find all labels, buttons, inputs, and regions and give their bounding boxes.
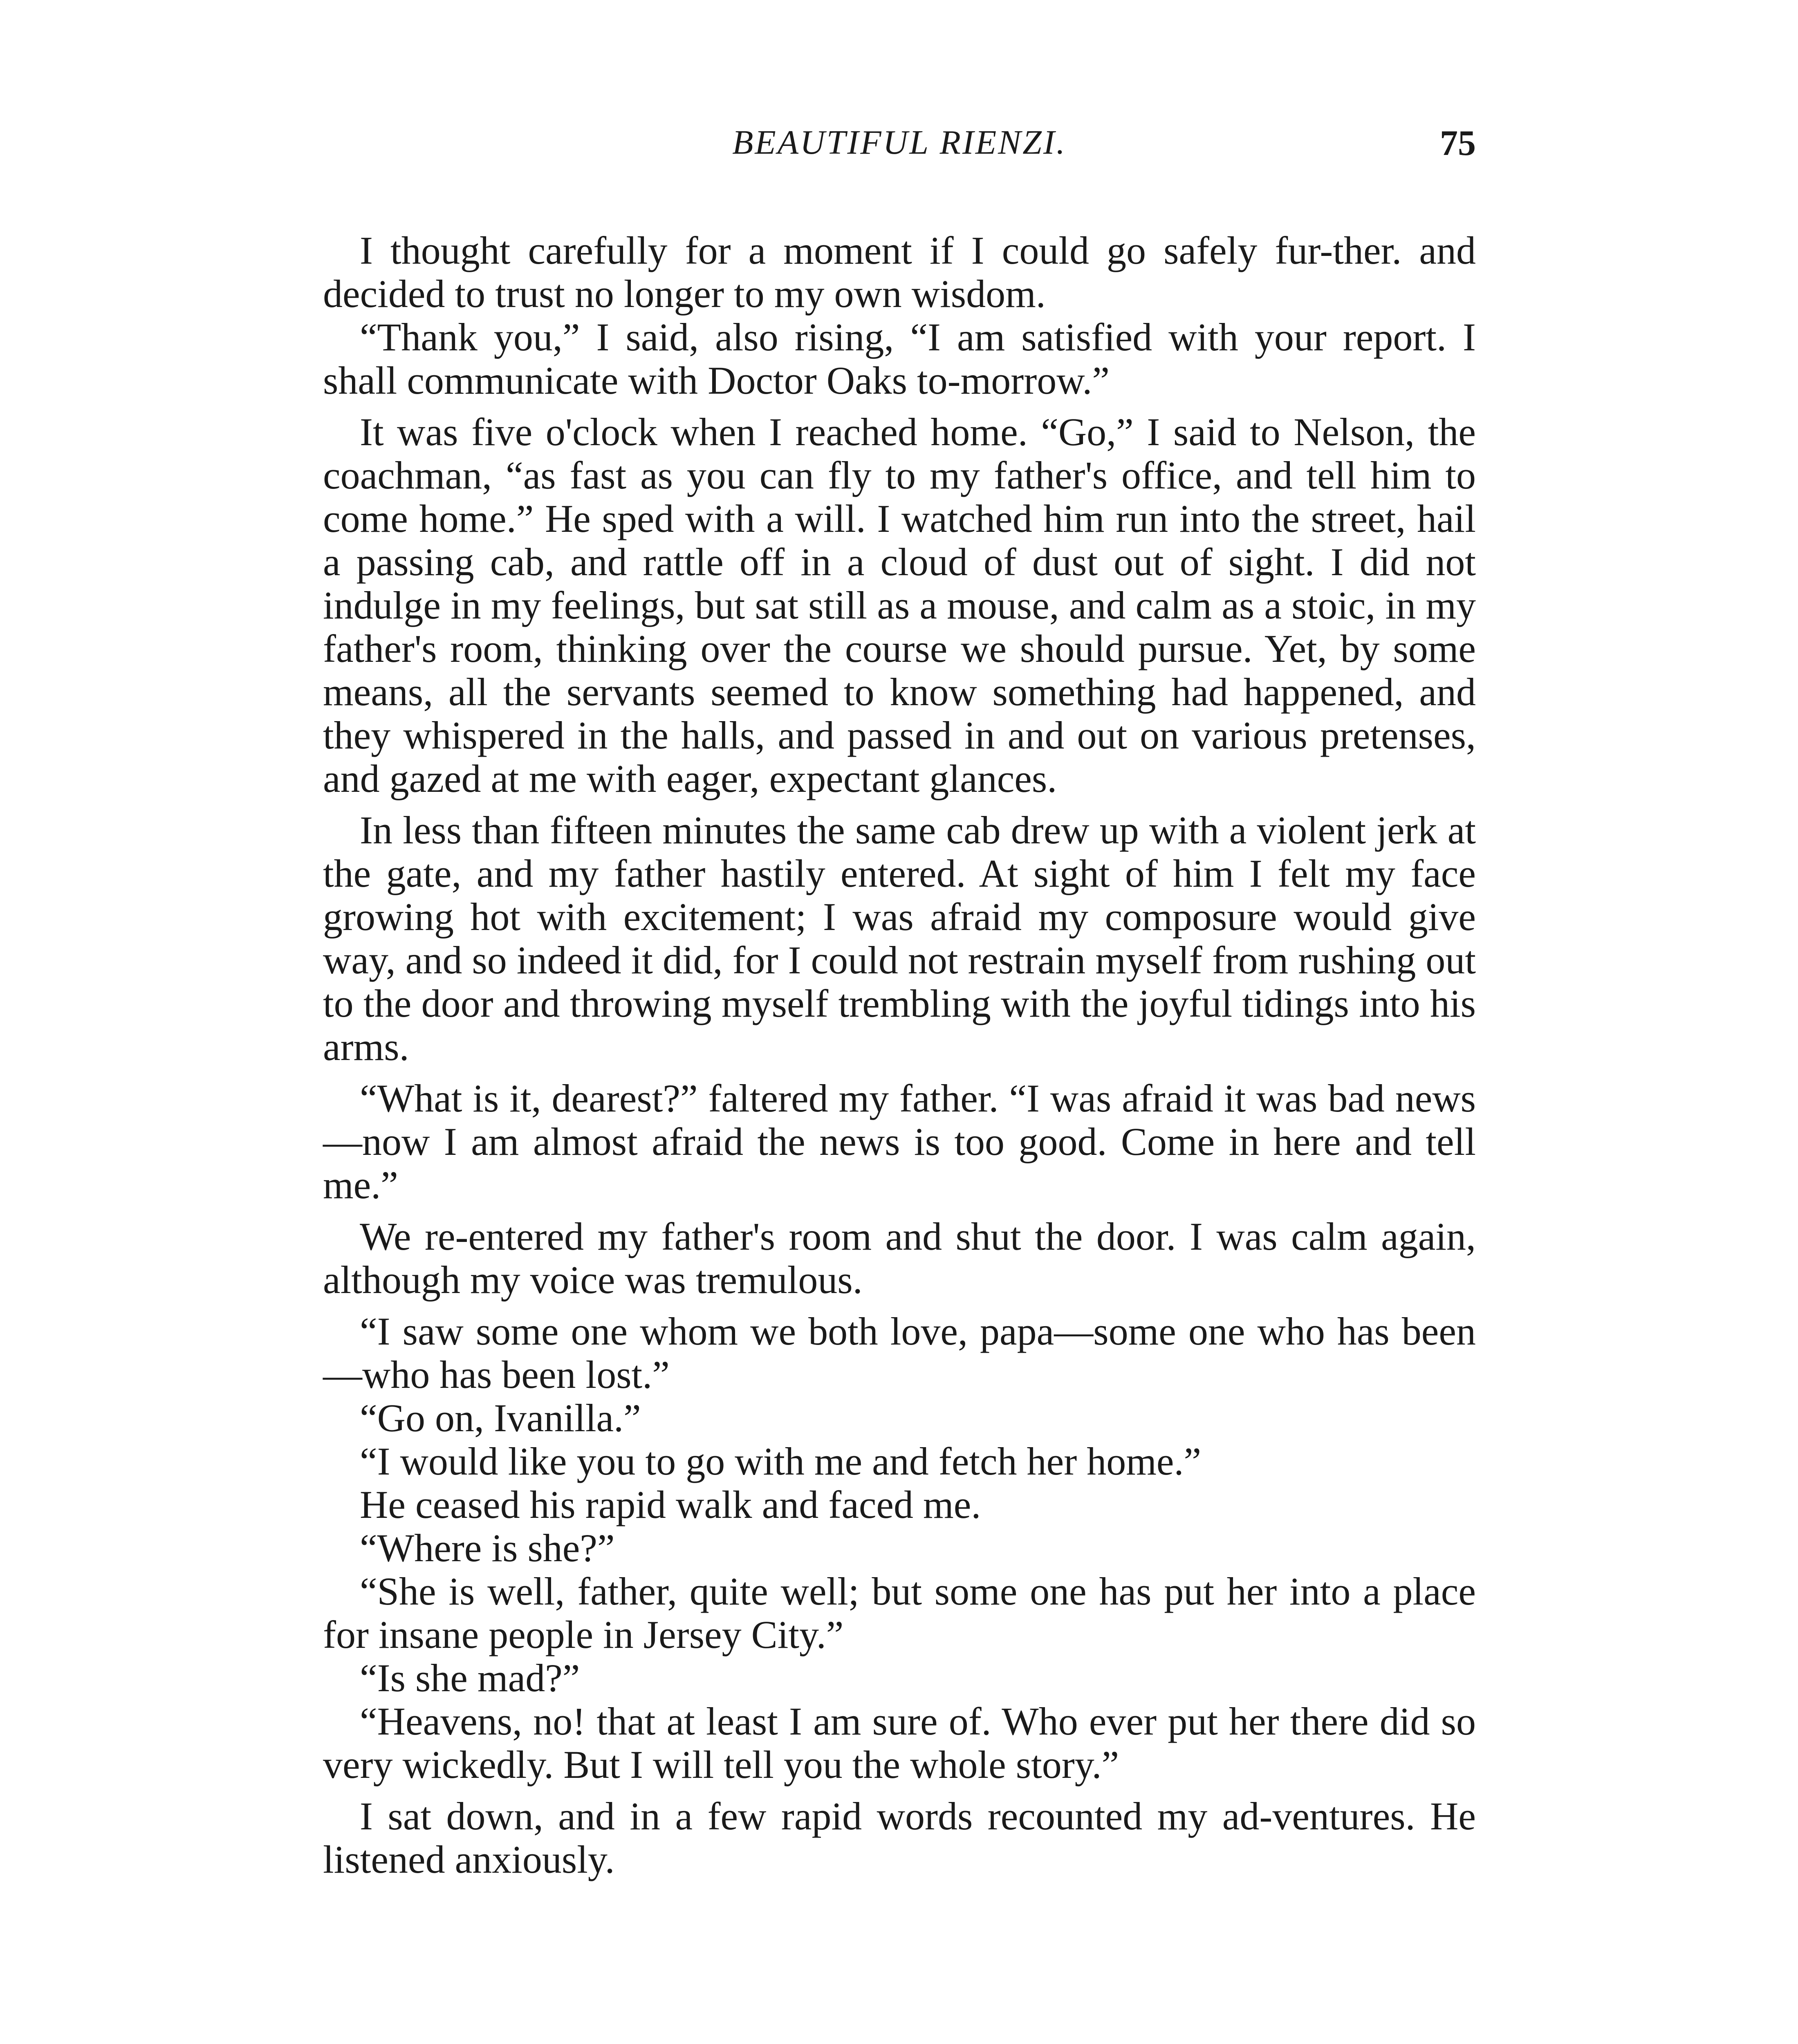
paragraph-7: “I saw some one whom we both love, papa—some one who has been—who has been lost.”	[323, 1309, 1476, 1396]
paragraph-14: “Heavens, no! that at least I am sure of. Who ever put her there did so very wickedly. But I will tell you the whole story.”	[323, 1699, 1476, 1786]
body-text	[323, 229, 1476, 1881]
paragraph-15: I sat down, and in a few rapid words recounted my ad-ventures. He listened anxiously.	[323, 1794, 1476, 1881]
paragraph-4: In less than fifteen minutes the same cab drew up with a violent jerk at the gate, and my father hastily entered. At sight of him I felt my face growing hot with excitement; I was afraid my composure would give way, and so indeed it did, for I could not restrain myself from rushing out to the door and throwing myself trembling with the joyful tidings into his arms.	[323, 808, 1476, 1069]
paragraph-12: “She is well, father, quite well; but some one has put her into a place for insane people in Jersey City.”	[323, 1569, 1476, 1656]
running-title: BEAUTIFUL RIENZI.	[732, 123, 1067, 161]
paragraph-2: “Thank you,” I said, also rising, “I am satisfied with your report. I shall communicate with Doctor Oaks to-morrow.”	[323, 315, 1476, 402]
paragraph-9: “I would like you to go with me and fetch her home.”	[360, 1439, 1202, 1483]
paragraph-13: “Is she mad?”	[360, 1656, 580, 1700]
page-number: 75	[1440, 123, 1476, 163]
running-head	[323, 123, 1476, 176]
paragraph-6: We re-entered my father's room and shut the door. I was calm again, although my voice was tremulous.	[323, 1215, 1476, 1302]
paragraph-3: It was five o'clock when I reached home. “Go,” I said to Nelson, the coachman, “as fast as you can fly to my father's office, and tell him to come home.” He sped with a will. I watched him run into the street, hail a passing cab, and rattle off in a cloud of dust out of sight. I did not indulge in my feelings, but sat still as a mouse, and calm as a stoic, in my father's room, thinking over the course we should pursue. Yet, by some means, all the servants seemed to know something had happened, and they whispered in the halls, and passed in and out on various pretenses, and gazed at me with eager, expectant glances.	[323, 410, 1476, 800]
paragraph-5: “What is it, dearest?” faltered my father. “I was afraid it was bad news—now I am almost afraid the news is too good. Come in here and tell me.”	[323, 1076, 1476, 1207]
paragraph-10: He ceased his rapid walk and faced me.	[360, 1483, 981, 1526]
paragraph-1: I thought carefully for a moment if I could go safely fur-ther. and decided to trust no longer to my own wisdom.	[323, 229, 1476, 316]
paragraph-11: “Where is she?”	[360, 1526, 615, 1570]
paragraph-8: “Go on, Ivanilla.”	[360, 1396, 641, 1440]
